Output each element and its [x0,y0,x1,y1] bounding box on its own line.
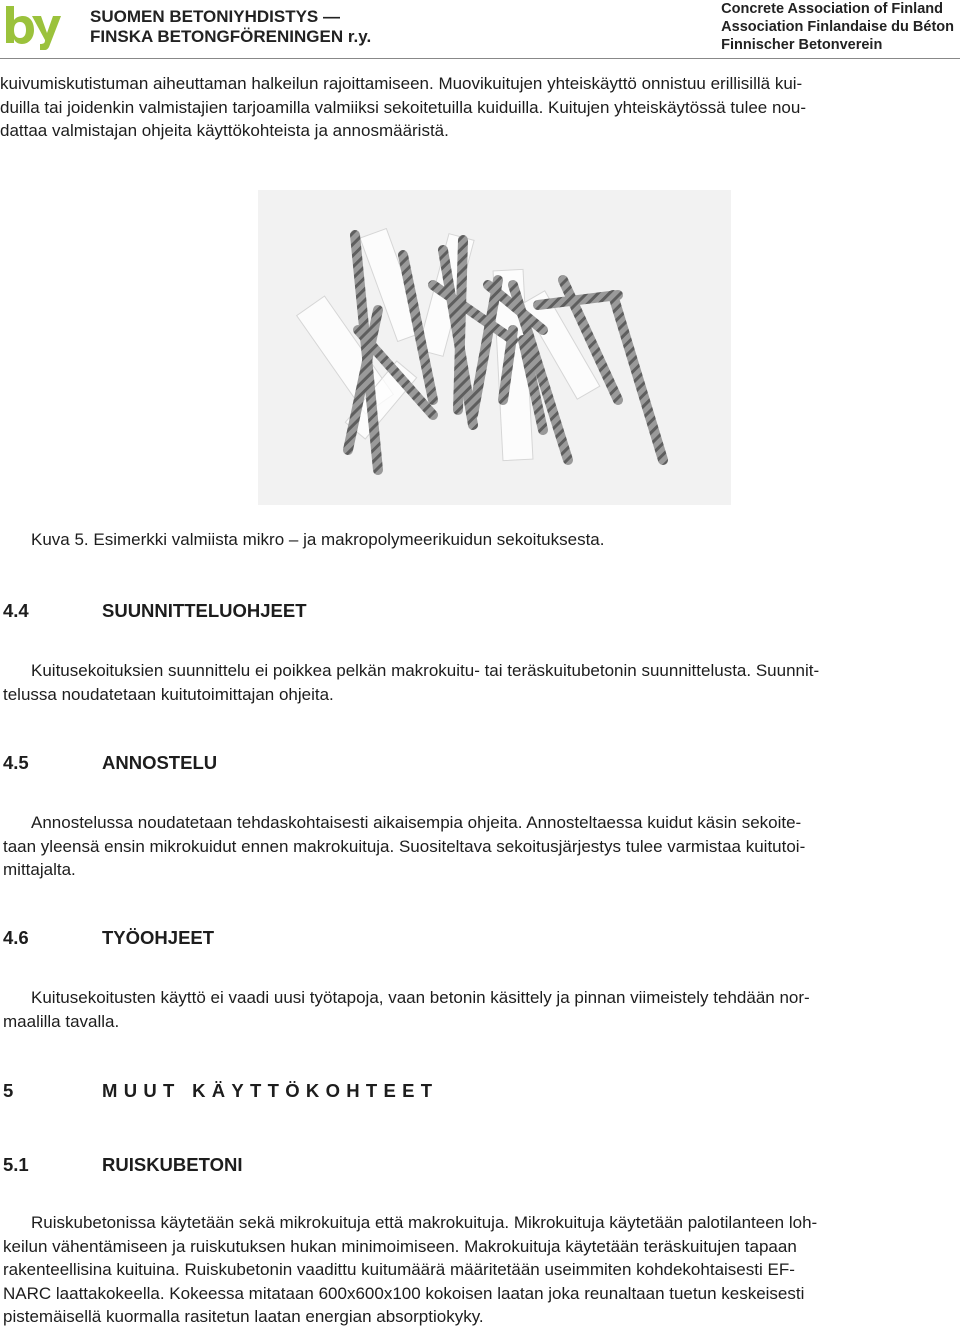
intro-line: kuivumiskutistuman aiheuttaman halkeilun rajoittamiseen. Muovikuitujen yhteiskäyttö onnistuu erillisillä kui- [0,74,803,93]
paragraph-line: maalilla tavalla. [3,1011,120,1031]
fiber-mix-photo [258,190,731,505]
section-number: 4.5 [3,752,29,773]
section-title: MUUT KÄYTTÖKOHTEET [102,1080,439,1101]
paragraph-line: keilun vähentämiseen ja ruiskutuksen hukan minimoimiseen. Makrokuituja käytetään teräskuitujen tapaan [3,1236,797,1256]
paragraph-line: Kuitusekoitusten käyttö ei vaadi uusi työtapoja, vaan betonin käsittely ja pinnan viimeistely tehdään nor- [31,988,810,1007]
section-number: 4.6 [3,927,29,948]
section-5-1-paragraph [3,1211,956,1329]
section-heading-4-4 [3,600,307,622]
org-name-fr: Association Finlandaise du Béton [721,19,954,35]
org-name-en: Concrete Association of Finland [721,1,943,17]
section-heading-4-5 [3,752,217,774]
fiber-mix-illustration [258,190,731,505]
section-heading-5 [3,1080,438,1102]
org-name-fi: SUOMEN BETONIYHDISTYS — [90,7,340,26]
paragraph-line: mittajalta. [3,860,76,879]
intro-line: dattaa valmistajan ohjeita käyttökohteista ja annosmääristä. [0,121,449,140]
section-title: RUISKUBETONI [102,1154,243,1175]
section-title: SUUNNITTELUOHJEET [102,600,307,621]
paragraph-line: Annostelussa noudatetaan tehdaskohtaisesti aikaisempia ohjeita. Annosteltaessa kuidut käsin sekoite- [31,813,802,832]
intro-line: duilla tai joidenkin valmistajien tarjoamilla valmiiksi sekoitetuilla kuiduilla. Kuitujen yhteiskäytössä tulee nou- [0,97,807,117]
paragraph-line: pistemäisellä kuormalla rasitetun laatan energian absorptiokyky. [3,1307,484,1326]
section-heading-4-6 [3,927,214,949]
section-title: TYÖOHJEET [102,927,215,948]
org-name-international [721,0,954,54]
paragraph-line: Ruiskubetonissa käytetään sekä mikrokuituja että makrokuituja. Mikrokuituja käytetään palotilanteen loh- [31,1213,818,1232]
paragraph-line: taan yleensä ensin mikrokuidut ennen makrokuituja. Suositeltava sekoitusjärjestys tulee varmistaa kuitutoi- [3,836,806,856]
page-header [0,0,960,60]
intro-paragraph [0,72,956,143]
section-number: 5.1 [3,1154,29,1175]
org-name-sv: FINSKA BETONGFÖRENINGEN r.y. [90,27,372,46]
org-name-de: Finnischer Betonverein [721,37,883,53]
section-number: 5 [3,1080,14,1101]
paragraph-line: Kuitusekoituksien suunnittelu ei poikkea pelkän makrokuitu- tai teräskuitubetonin suunnittelusta. Suunnit- [31,661,820,680]
section-title: ANNOSTELU [102,752,218,773]
section-number: 4.4 [3,600,29,621]
section-heading-5-1 [3,1154,242,1176]
org-name-fi-sv [90,7,371,47]
figure-caption: Kuva 5. Esimerkki valmiista mikro – ja makropolymeerikuidun sekoituksesta. [31,530,605,549]
section-4-6-paragraph [3,986,956,1033]
paragraph-line: rakenteellisina kuituina. Ruiskubetonin vaadittu kuitumäärä määritetään useimmiten kohdekohtaisesti EF- [3,1260,795,1279]
paragraph-line: telussa noudatetaan kuitutoimittajan ohjeita. [3,684,334,704]
betoniyhdistys-logo [2,4,62,50]
section-4-4-paragraph [3,659,956,706]
paragraph-line: NARC laattakokeella. Kokeessa mitataan 600x600x100 kokoisen laatan joka reunaltaan tuetun keskeisesti [3,1283,805,1303]
section-4-5-paragraph [3,811,956,882]
header-divider [0,58,960,59]
